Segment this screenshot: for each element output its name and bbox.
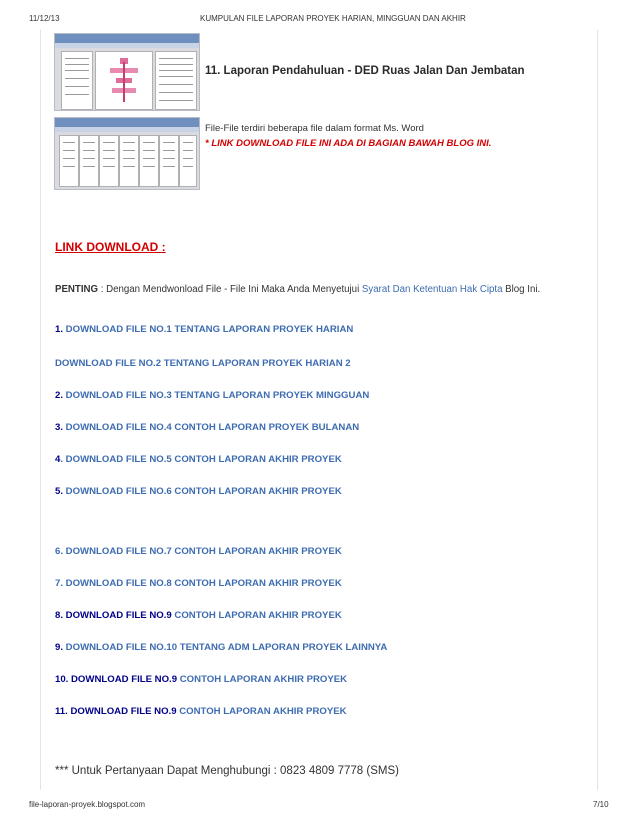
penting-text: : Dengan Mendwonload File - File Ini Maka Anda Menyetujui — [98, 284, 362, 295]
thumbnail-toolbar — [55, 34, 199, 43]
thumbnail-page — [159, 135, 179, 187]
page-number: 7/10 — [593, 800, 609, 809]
terms-link[interactable]: Syarat Dan Ketentuan Hak Cipta — [361, 284, 503, 295]
thumbnail-page — [139, 135, 159, 187]
link-download-heading: LINK DOWNLOAD : — [55, 240, 166, 254]
post-title: 11. Laporan Pendahuluan - DED Ruas Jalan Dan Jembatan — [205, 65, 525, 77]
download-link[interactable]: 4. DOWNLOAD FILE NO.5 CONTOH LAPORAN AKHIR PROYEK — [55, 454, 342, 465]
thumbnail-ribbon — [55, 127, 199, 132]
thumbnail-page — [119, 135, 139, 187]
thumbnail-ribbon — [55, 43, 199, 48]
download-link[interactable]: 8. DOWNLOAD FILE NO.9 CONTOH LAPORAN AKHIR PROYEK — [55, 610, 342, 621]
document-thumbnail[interactable] — [54, 117, 200, 190]
contact-info: *** Untuk Pertanyaan Dapat Menghubungi : 0823 4809 7778 (SMS) — [55, 765, 399, 777]
penting-end: Blog Ini. — [502, 284, 541, 295]
download-link[interactable]: 1. DOWNLOAD FILE NO.1 TENTANG LAPORAN PROYEK HARIAN — [55, 324, 354, 335]
thumbnail-page — [99, 135, 119, 187]
print-title: KUMPULAN FILE LAPORAN PROYEK HARIAN, MINGGUAN DAN AKHIR — [200, 14, 466, 23]
thumbnail-page — [59, 135, 79, 187]
footer-url: file-laporan-proyek.blogspot.com — [29, 800, 146, 809]
download-link[interactable]: 6. DOWNLOAD FILE NO.7 CONTOH LAPORAN AKHIR PROYEK — [55, 546, 342, 557]
download-link[interactable]: DOWNLOAD FILE NO.2 TENTANG LAPORAN PROYEK HARIAN 2 — [55, 358, 351, 369]
document-thumbnail[interactable] — [54, 33, 200, 111]
download-link[interactable]: 10. DOWNLOAD FILE NO.9 CONTOH LAPORAN AKHIR PROYEK — [55, 674, 348, 685]
right-margin-line — [597, 30, 598, 790]
penting-notice — [55, 281, 585, 298]
download-link[interactable]: 11. DOWNLOAD FILE NO.9 CONTOH LAPORAN AKHIR PROYEK — [55, 706, 347, 717]
thumbnail-page — [79, 135, 99, 187]
thumbnail-page — [61, 51, 93, 110]
download-link[interactable]: 9. DOWNLOAD FILE NO.10 TENTANG ADM LAPORAN PROYEK LAINNYA — [55, 642, 388, 653]
download-link[interactable]: 2. DOWNLOAD FILE NO.3 TENTANG LAPORAN PROYEK MINGGUAN — [55, 390, 370, 401]
download-link[interactable]: 5. DOWNLOAD FILE NO.6 CONTOH LAPORAN AKHIR PROYEK — [55, 486, 342, 497]
penting-label: PENTING — [55, 284, 99, 295]
download-link[interactable]: 7. DOWNLOAD FILE NO.8 CONTOH LAPORAN AKHIR PROYEK — [55, 578, 342, 589]
thumbnail-toolbar — [55, 118, 199, 127]
thumbnail-page — [95, 51, 153, 110]
print-date: 11/12/13 — [29, 14, 60, 23]
download-link[interactable]: 3. DOWNLOAD FILE NO.4 CONTOH LAPORAN PROYEK BULANAN — [55, 422, 360, 433]
thumbnail-page — [179, 135, 197, 187]
download-note: * LINK DOWNLOAD FILE INI ADA DI BAGIAN BAWAH BLOG INI. — [205, 138, 492, 149]
left-margin-line — [40, 30, 41, 790]
post-description: File-File terdiri beberapa file dalam format Ms. Word — [205, 123, 424, 134]
thumbnail-page — [155, 51, 197, 110]
